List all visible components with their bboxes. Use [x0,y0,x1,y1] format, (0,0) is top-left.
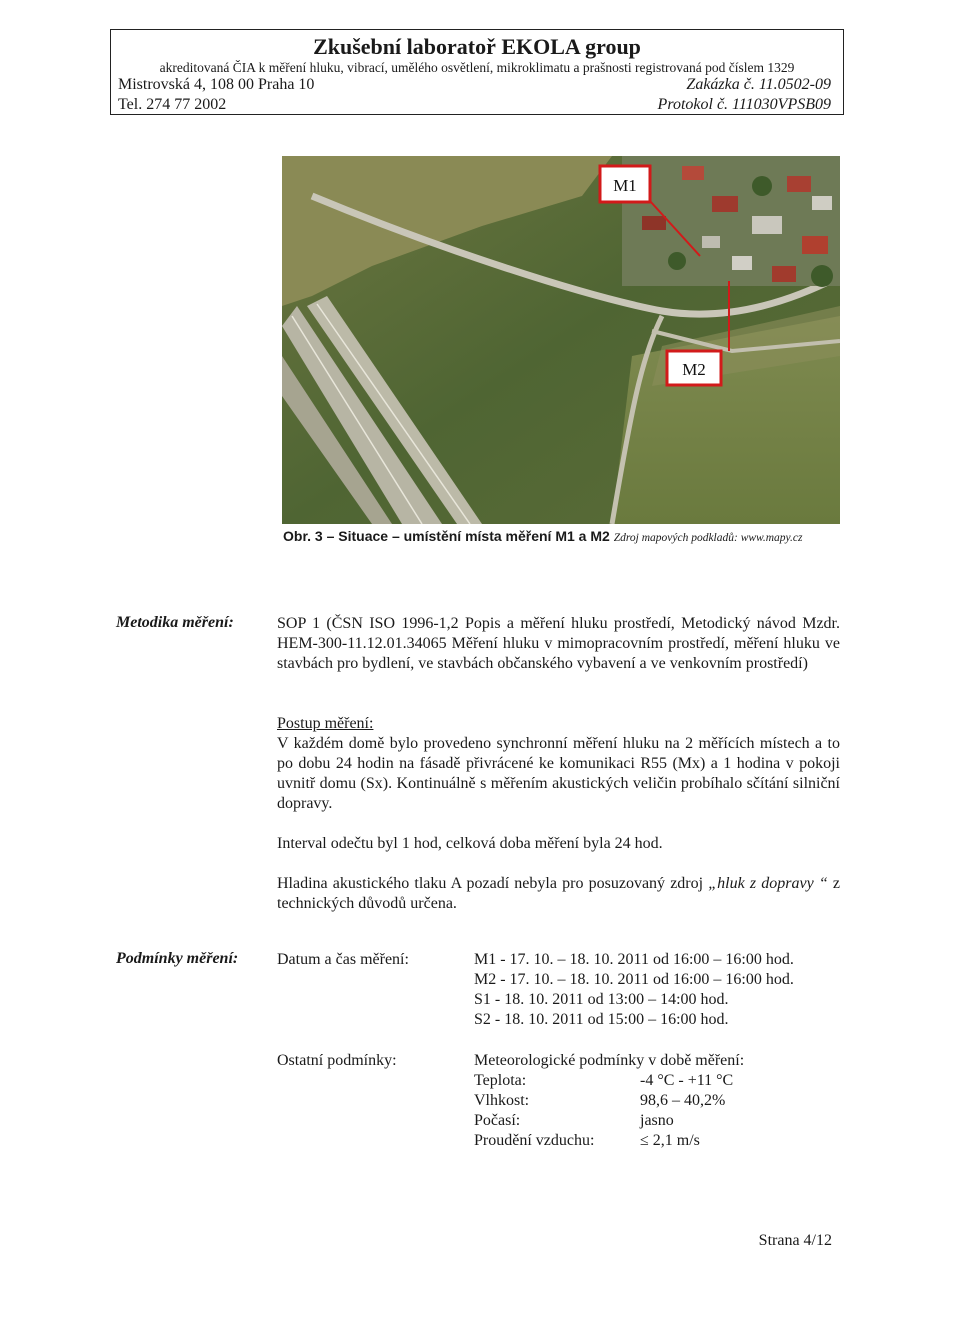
podminky-label: Podmínky měření: [116,950,239,967]
postup-title [277,714,840,734]
metodika-text: SOP 1 (ČSN ISO 1996-1,2 Popis a měření hluku prostředí, Metodický návod Mzdr. HEM-300-11.12.01.34065 Měření hluku v mimopracovním prostředí, měření hluku ve stavbách pro bydlení, ve stavbách občanského vybavení a ve venkovním prostředí) [277,615,840,672]
lab-address: Mistrovská 4, 108 00 Praha 10 [118,76,315,93]
hladina-quote: „hluk z dopravy “ [708,875,828,892]
meteo-value: 98,6 – 40,2% [640,1092,726,1109]
interval-text: Interval odečtu byl 1 hod, celková doba měření byla 24 hod. [277,835,663,852]
figure-caption [283,528,802,544]
caption-main: Obr. 3 – Situace – umístění místa měření M1 a M2 [283,528,610,544]
datum-row: S2 - 18. 10. 2011 od 15:00 – 16:00 hod. [474,1011,729,1028]
hladina-paragraph [277,874,840,914]
meteo-name: Vlhkost: [474,1092,530,1109]
page-number: Strana 4/12 [758,1232,832,1249]
hladina-text-b: z technických důvodů určena. [277,875,841,912]
meteo-value: ≤ 2,1 m/s [640,1132,700,1149]
datum-row: M2 - 17. 10. – 18. 10. 2011 od 16:00 – 16:00 hod. [474,971,794,988]
meteo-name: Proudění vzduchu: [474,1132,595,1149]
aerial-map-graphic [282,156,840,524]
ostatni-label: Ostatní podmínky: [277,1052,397,1069]
datum-row: S1 - 18. 10. 2011 od 13:00 – 14:00 hod. [474,991,729,1008]
lab-name: Zkušební laboratoř EKOLA group [313,34,641,59]
meteo-value: -4 °C - +11 °C [640,1072,734,1089]
accreditation-line: akreditovaná ČIA k měření hluku, vibrací, umělého osvětlení, mikroklimatu a prašnosti registrovaná pod číslem 1329 [159,60,795,75]
meteo-value: jasno [640,1112,674,1129]
postup-title-text: Postup měření: [277,715,374,732]
lab-phone: Tel. 274 77 2002 [118,96,227,113]
meteo-title: Meteorologické podmínky v době měření: [474,1052,745,1069]
datum-label: Datum a čas měření: [277,951,409,968]
letterhead-box [110,29,844,115]
marker-m1-label: M1 [613,176,637,195]
metodika-label: Metodika měření: [116,614,234,631]
marker-m2-label: M2 [682,360,706,379]
order-number: Zakázka č. 11.0502-09 [686,76,831,93]
postup-text: V každém domě bylo provedeno synchronní měření hluku na 2 měřících místech a to po dobu 24 hodin na fásadě přivrácené ke komunikaci R55 (Mx) a 1 hodina v pokoji uvnitř domu (Sx). Kontinuálně s měřením akustických veličin probíhalo sčítání silniční dopravy. [277,735,840,812]
meteo-name: Počasí: [474,1112,521,1129]
meteo-name: Teplota: [474,1072,527,1089]
caption-source: Zdroj mapových podkladů: www.mapy.cz [613,532,803,544]
hladina-text-a: Hladina akustického tlaku A pozadí nebyla pro posuzovaný zdroj [277,875,709,892]
datum-row: M1 - 17. 10. – 18. 10. 2011 od 16:00 – 16:00 hod. [474,951,794,968]
aerial-photo [282,156,840,524]
protocol-number: Protokol č. 111030VPSB09 [657,96,831,113]
